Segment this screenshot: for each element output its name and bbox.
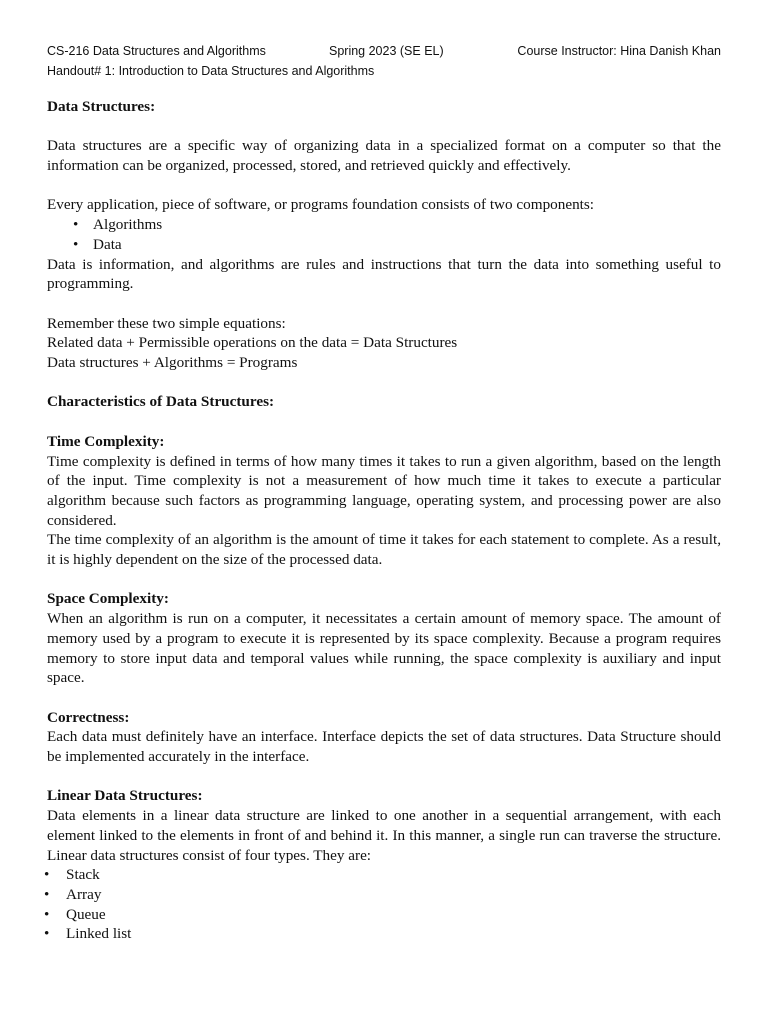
list-item: • Data <box>47 235 721 255</box>
linear-paragraph: Data elements in a linear data structure are linked to one another in a sequential arrangement, with each element linked to the elements in front of and behind it. In this manner, a single run can traverse the structure. Linear data structures consist of four types. They are: <box>47 807 721 864</box>
components-intro: Every application, piece of software, or programs foundation consists of two components: <box>47 196 595 214</box>
section-heading-data-structures: Data Structures: <box>47 98 156 115</box>
subheading-space-complexity: Space Complexity: <box>47 590 169 608</box>
course-title: CS-216 Data Structures and Algorithms <box>47 44 266 58</box>
equation-2: Data structures + Algorithms = Programs <box>47 354 298 372</box>
linear-types-list <box>47 865 721 944</box>
correctness-paragraph: Each data must definitely have an interface. Interface depicts the set of data structures. Data Structure should be implemented accurately in the interface. <box>47 728 721 766</box>
document-page <box>47 0 721 944</box>
subheading-linear-data-structures: Linear Data Structures: <box>47 787 203 805</box>
subheading-time-complexity: Time Complexity: <box>47 432 165 450</box>
equation-1: Related data + Permissible operations on the data = Data Structures <box>47 334 458 352</box>
list-item: • Algorithms <box>47 215 721 235</box>
components-list <box>47 215 721 254</box>
instructor-label: Course Instructor: Hina Danish Khan <box>517 44 721 58</box>
time-complexity-paragraph-1: Time complexity is defined in terms of how many times it takes to run a given algorithm, based on the length of the input. Time complexity is not a measurement of how much time it takes to execute a particular algorithm because such factors as programming language, operating system, and processing power are also considered. <box>47 452 721 529</box>
list-item: • Array <box>47 885 721 905</box>
equations-intro: Remember these two simple equations: <box>47 314 286 332</box>
space-complexity-paragraph: When an algorithm is run on a computer, it necessitates a certain amount of memory space. The amount of memory used by a program to execute it is represented by its space complexity. Because a program requires memory to store input data and temporal values while running, the space complexity is auxiliary and input space. <box>47 610 721 687</box>
section-heading-characteristics: Characteristics of Data Structures: <box>47 393 275 411</box>
subheading-correctness: Correctness: <box>47 708 130 726</box>
list-item: • Linked list <box>47 924 721 944</box>
data-vs-algorithms-paragraph: Data is information, and algorithms are rules and instructions that turn the data into something useful to programming. <box>47 255 721 293</box>
document-body <box>47 97 721 944</box>
term-label: Spring 2023 (SE EL) <box>329 44 444 58</box>
page-header <box>47 41 721 81</box>
time-complexity-paragraph-2: The time complexity of an algorithm is the amount of time it takes for each statement to complete. As a result, it is highly dependent on the size of the processed data. <box>47 531 721 569</box>
definition-paragraph: Data structures are a specific way of organizing data in a specialized format on a computer so that the information can be organized, processed, stored, and retrieved quickly and effectively. <box>47 137 721 175</box>
list-item: • Queue <box>47 905 721 925</box>
handout-title: Handout# 1: Introduction to Data Structures and Algorithms <box>47 64 375 78</box>
list-item: • Stack <box>47 865 721 885</box>
